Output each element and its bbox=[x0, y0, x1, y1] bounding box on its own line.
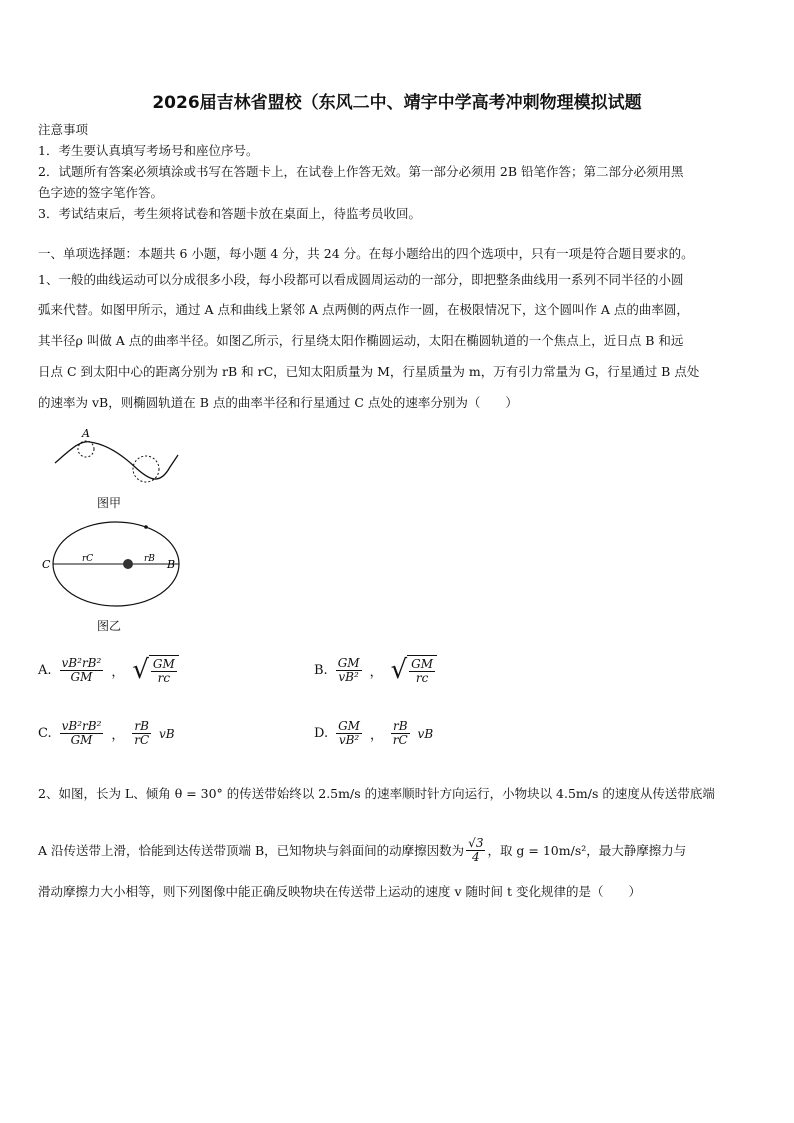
notice-item: 色字迹的签字笔作答。 bbox=[38, 185, 164, 200]
label-c: C bbox=[42, 558, 51, 571]
sun-icon bbox=[123, 559, 133, 569]
option-letter: C. bbox=[38, 726, 52, 741]
question-1-line: 弧来代替。如图甲所示，通过 A 点和曲线上紧邻 A 点两侧的两点作一圆，在极限情况下，这个圆叫作 A 点的曲率圆， bbox=[38, 302, 689, 317]
option-letter: D. bbox=[314, 726, 329, 741]
question-2-line: A 沿传送带上滑，恰能到达传送带顶端 B，已知物块与斜面间的动摩擦因数为 $\frac{√3}{4}$ ，取 g = 10m/s²，最大静摩擦力与 bbox=[38, 836, 687, 864]
label-rb: rB bbox=[144, 554, 155, 564]
notice-item: 1．考生要认真填写考场号和座位序号。 bbox=[38, 143, 259, 158]
question-1-line: 日点 C 到太阳中心的距离分别为 rB 和 rC，已知太阳质量为 M，行星质量为 m，万有引力常量为 G，行星通过 B 点处 bbox=[38, 364, 700, 379]
question-2-line: 滑动摩擦力大小相等，则下列图像中能正确反映物块在传送带上运动的速度 v 随时间 t 变化规律的是（ ） bbox=[38, 884, 641, 899]
option-letter: A. bbox=[38, 662, 52, 678]
option-a[interactable]: A. $\frac{\text{vB²rB²}}{GM}$ ， √ $\frac{GM}{rc}$ bbox=[38, 655, 179, 685]
notice-heading: 注意事项 bbox=[38, 122, 89, 137]
option-d[interactable]: D. $\frac{GM}{\text{vB²}}$ ， $\frac{rB}{rC}$ vB bbox=[314, 719, 434, 747]
label-b: B bbox=[167, 558, 176, 571]
notice-item: 3．考试结束后，考生须将试卷和答题卡放在桌面上，待监考员收回。 bbox=[38, 206, 421, 221]
curvature-circle-figure bbox=[50, 425, 185, 490]
page-title: 2026届吉林省盟校（东风二中、靖宇中学高考冲刺物理模拟试题 bbox=[152, 93, 642, 113]
figure-1-caption: 图甲 bbox=[97, 496, 122, 510]
question-1-line: 1、一般的曲线运动可以分成很多小段，每小段都可以看成圆周运动的一部分，即把整条曲线用一系列不同半径的小圆 bbox=[38, 272, 684, 287]
planet-icon bbox=[144, 525, 148, 529]
notice-item: 2．试题所有答案必须填涂或书写在答题卡上，在试卷上作答无效。第一部分必须用 2B 铅笔作答；第二部分必须用黑 bbox=[38, 164, 684, 179]
question-1-line: 其半径ρ 叫做 A 点的曲率半径。如图乙所示，行星绕太阳作椭圆运动，太阳在椭圆轨道的一个焦点上，近日点 B 和远 bbox=[38, 333, 684, 348]
option-c[interactable]: C. $\frac{\text{vB²rB²}}{GM}$ ， $\frac{rB}{rC}$ vB bbox=[38, 719, 175, 747]
option-b[interactable]: B. $\frac{GM}{\text{vB²}}$ ， √ $\frac{GM}{rc}$ bbox=[314, 655, 437, 685]
question-2-line: 2、如图，长为 L、倾角 θ = 30° 的传送带始终以 2.5m/s 的速率顺时针方向运行，小物块以 4.5m/s 的速度从传送带底端 bbox=[38, 786, 715, 801]
section-heading: 一、单项选择题：本题共 6 小题，每小题 4 分，共 24 分。在每小题给出的四个选项中，只有一项是符合题目要求的。 bbox=[38, 246, 694, 261]
question-1-line: 的速率为 vB，则椭圆轨道在 B 点的曲率半径和行星通过 C 点处的速率分别为（ ） bbox=[38, 395, 518, 410]
figure-2-caption: 图乙 bbox=[97, 619, 122, 633]
option-letter: B. bbox=[314, 662, 328, 678]
ellipse-orbit-figure bbox=[38, 518, 188, 618]
label-rc: rC bbox=[82, 554, 94, 564]
label-a: A bbox=[82, 427, 90, 440]
